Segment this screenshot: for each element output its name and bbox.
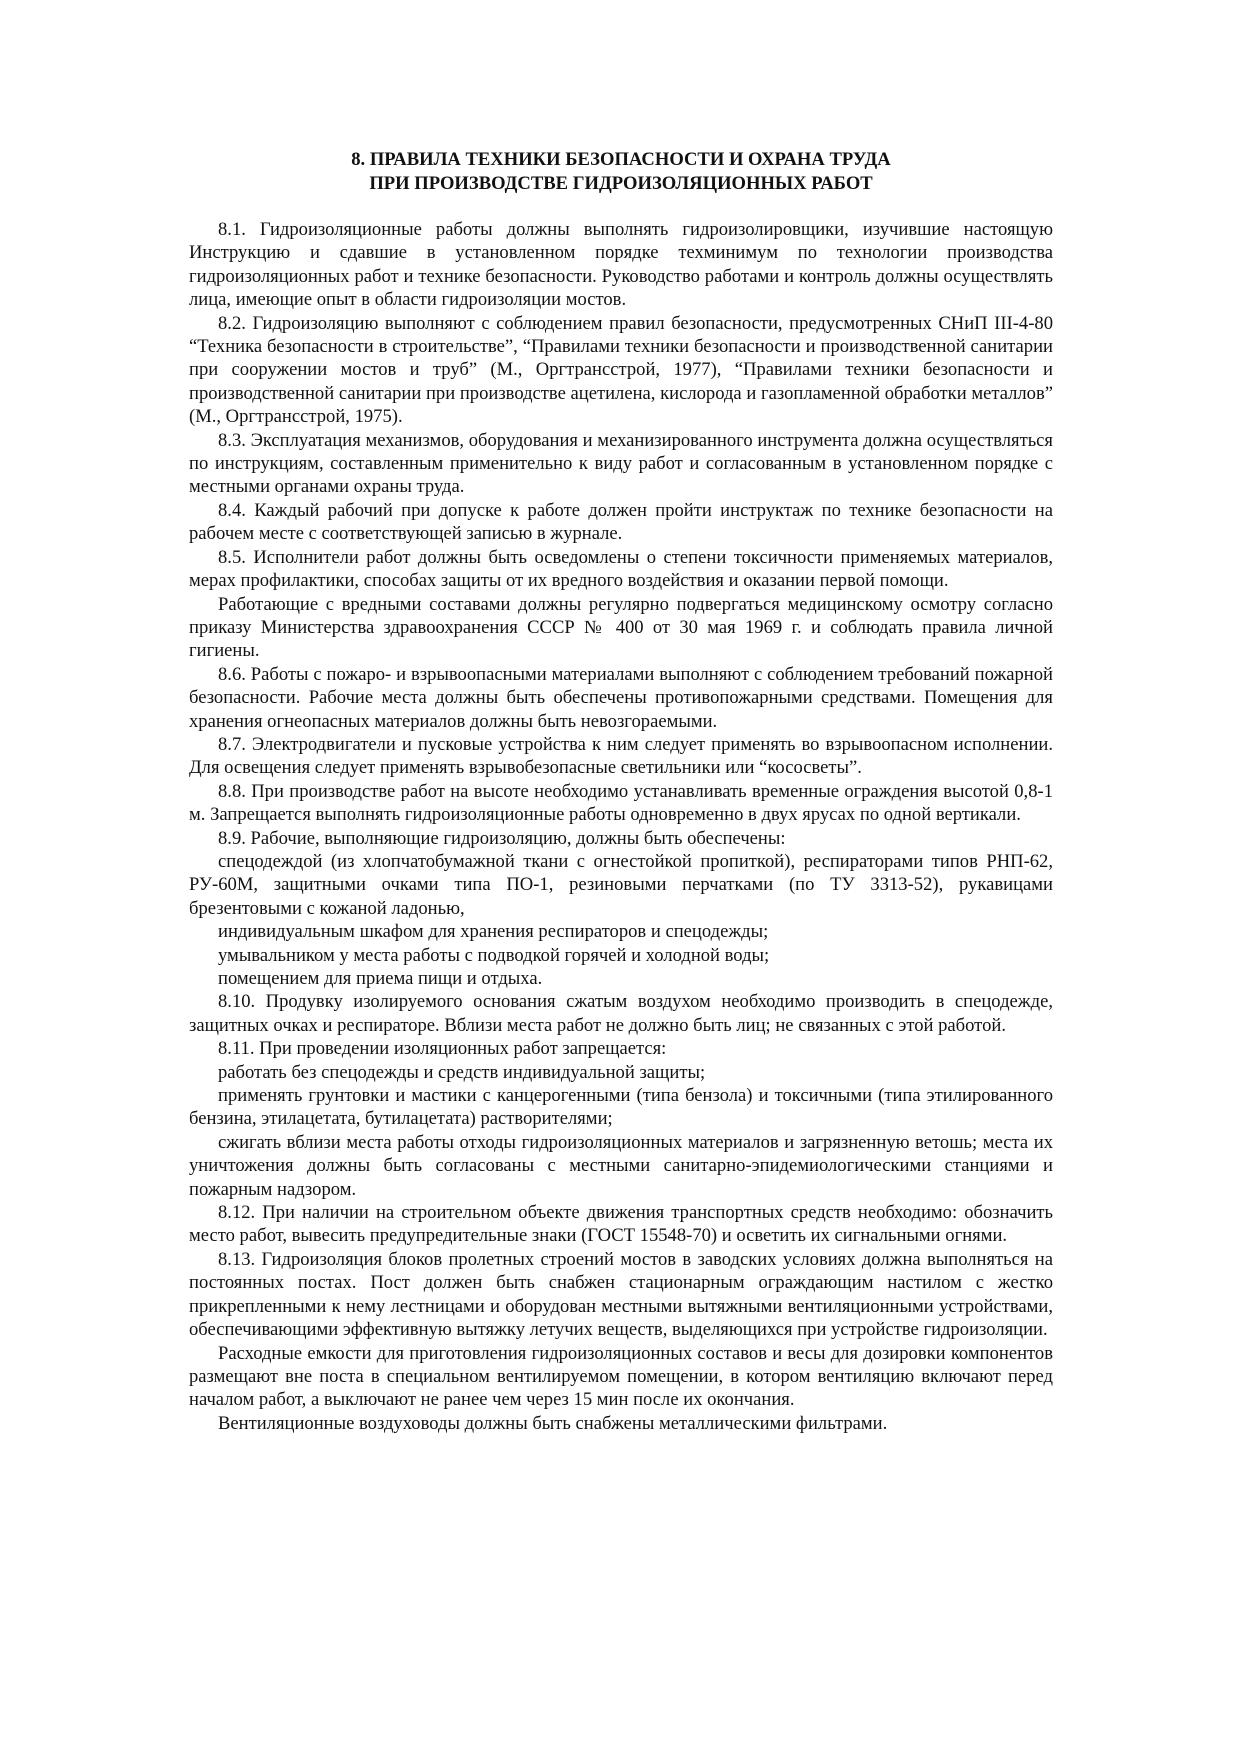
paragraph-8-11: 8.11. При проведении изоляционных работ запрещается: bbox=[218, 1038, 667, 1060]
section-title-line-2: ПРИ ПРОИЗВОДСТВЕ ГИДРОИЗОЛЯЦИОННЫХ РАБОТ bbox=[369, 172, 873, 194]
section-title-line-1: 8. ПРАВИЛА ТЕХНИКИ БЕЗОПАСНОСТИ И ОХРАНА ТРУДА bbox=[351, 149, 891, 170]
list-item-no-protection: работать без спецодежды и средств индивидуальной защиты; bbox=[218, 1061, 706, 1083]
paragraph-8-3: 8.3. Эксплуатация механизмов, оборудования и механизированного инструмента должна осуществляться по инструкциям, составленным применительно к виду работ и согласованным в установленном порядке с местными органами охраны труда. bbox=[189, 429, 1053, 498]
document-page bbox=[189, 148, 1053, 1435]
list-item-burning-waste: сжигать вблизи места работы отходы гидроизоляционных материалов и загрязненную ветошь; места их уничтожения должны быть согласованы с местными санитарно-эпидемиологическими станциями и пожарным надзором. bbox=[189, 1131, 1053, 1200]
list-item-solvents: применять грунтовки и мастики с канцерогенными (типа бензола) и токсичными (типа этилированного бензина, этилацетата, бутилацетата) растворителями; bbox=[189, 1085, 1053, 1130]
paragraph-8-10: 8.10. Продувку изолируемого основания сжатым воздухом необходимо производить в спецодежде, защитных очках и респираторе. Вблизи места работ не должно быть лиц; не связанных с этой работой. bbox=[189, 991, 1053, 1036]
section-title bbox=[189, 148, 1053, 195]
list-item-rest-room: помещением для приема пищи и отдыха. bbox=[218, 968, 543, 989]
document-body bbox=[189, 218, 1053, 1435]
paragraph-8-12: 8.12. При наличии на строительном объекте движения транспортных средств необходимо: обозначить место работ, вывесить предупредительные знаки (ГОСТ 15548-70) и осветить их сигнальными огнями. bbox=[189, 1202, 1053, 1247]
paragraph-8-7: 8.7. Электродвигатели и пусковые устройства к ним следует применять во взрывоопасном исполнении. Для освещения следует применять взрывобезопасные светильники или “кососветы”. bbox=[189, 733, 1053, 779]
paragraph-8-9: 8.9. Рабочие, выполняющие гидроизоляцию, должны быть обеспечены: bbox=[218, 827, 786, 849]
paragraph-8-5: 8.5. Исполнители работ должны быть осведомлены о степени токсичности применяемых материалов, мерах профилактики, способах защиты от их вредного воздействия и оказании первой помощи. bbox=[189, 546, 1053, 592]
paragraph-8-4: 8.4. Каждый рабочий при допуске к работе должен пройти инструктаж по технике безопасности на рабочем месте с соответствующей записью в журнале. bbox=[189, 499, 1053, 545]
list-item-cabinet: индивидуальным шкафом для хранения респираторов и спецодежды; bbox=[218, 921, 769, 943]
paragraph-8-13-filters: Вентиляционные воздуховоды должны быть снабжены металлическими фильтрами. bbox=[218, 1412, 888, 1434]
list-item-washbasin: умывальником у места работы с подводкой горячей и холодной воды; bbox=[218, 944, 770, 966]
list-item-protective-clothing: спецодеждой (из хлопчатобумажной ткани с огнестойкой пропиткой), респираторами типов РНП-62, РУ-60М, защитными очками типа ПО-1, резиновыми перчатками (по ТУ 3313-52), рукавицами брезентовыми с кожаной ладонью, bbox=[189, 850, 1053, 919]
paragraph-8-1: 8.1. Гидроизоляционные работы должны выполнять гидроизолировщики, изучившие настоящую Инструкцию и сдавшие в установленном порядке техминимум по технологии производства гидроизоляционных работ и технике безопасности. Руководство работами и контроль должны осуществлять лица, имеющие опыт в области гидроизоляции мостов. bbox=[189, 219, 1053, 311]
paragraph-8-6: 8.6. Работы с пожаро- и взрывоопасными материалами выполняют с соблюдением требований пожарной безопасности. Рабочие места должны быть обеспечены противопожарными средствами. Помещения для хранения огнеопасных материалов должны быть невозгораемыми. bbox=[189, 663, 1053, 732]
paragraph-8-13: 8.13. Гидроизоляция блоков пролетных строений мостов в заводских условиях должна выполняться на постоянных постах. Пост должен быть снабжен стационарным ограждающим настилом с жестко прикрепленными к нему лестницами и оборудован местными вытяжными вентиляционными устройствами, обеспечивающими эффективную вытяжку летучих веществ, выделяющихся при устройстве гидроизоляции. bbox=[189, 1248, 1053, 1341]
paragraph-8-8: 8.8. При производстве работ на высоте необходимо устанавливать временные ограждения высотой 0,8-1 м. Запрещается выполнять гидроизоляционные работы одновременно в двух ярусах по одной вертикали. bbox=[189, 780, 1053, 826]
paragraph-8-13-containers: Расходные емкости для приготовления гидроизоляционных составов и весы для дозировки компонентов размещают вне поста в специальном вентилируемом помещении, в котором вентиляцию включают перед началом работ, а выключают не ранее чем через 15 мин после их окончания. bbox=[189, 1342, 1053, 1411]
paragraph-8-2: 8.2. Гидроизоляцию выполняют с соблюдением правил безопасности, предусмотренных СНиП III-4-80 “Техника безопасности в строительстве”, “Правилами техники безопасности и производственной санитарии при сооружении мостов и труб” (М., Оргтрансстрой, 1977), “Правилами техники безопасности и производственной санитарии при производстве ацетилена, кислорода и газопламенной обработки металлов” (М., Оргтрансстрой, 1975). bbox=[189, 312, 1053, 428]
paragraph-8-5-medical: Работающие с вредными составами должны регулярно подвергаться медицинскому осмотру согласно приказу Министерства здравоохранения СССР № 400 от 30 мая 1969 г. и соблюдать правила личной гигиены. bbox=[189, 593, 1053, 662]
